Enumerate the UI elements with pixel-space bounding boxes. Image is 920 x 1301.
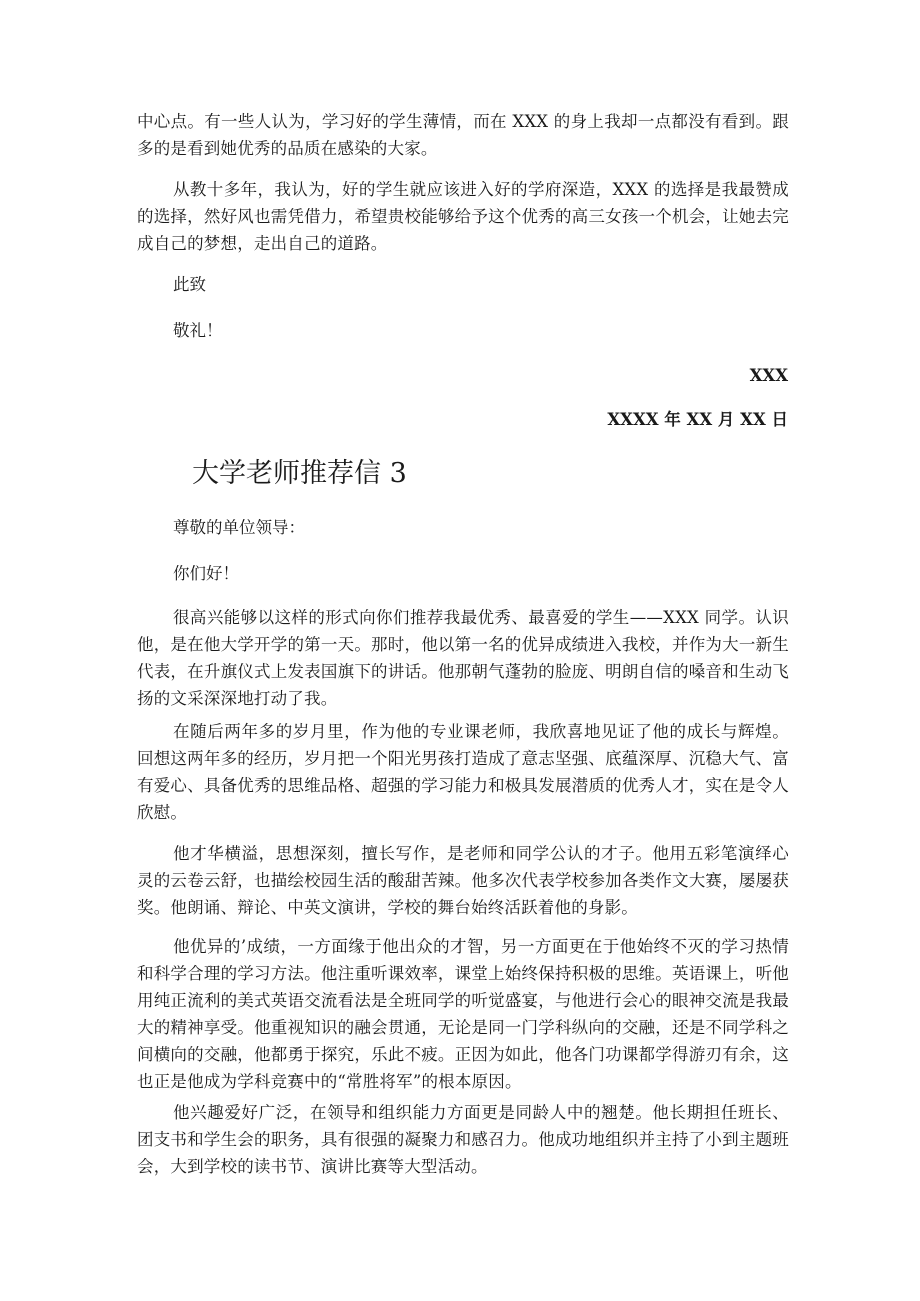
signature-date: XXXX 年 XX 月 XX 日 [607,410,788,429]
letter-paragraph-3: 他才华横溢，思想深刻，擅长写作，是老师和同学公认的才子。他用五彩笔演绎心灵的云卷云舒，也描绘校园生活的酸甜苦辣。他多次代表学校参加各类作文大赛，屡屡获奖。他朗诵、辩论、中英文演讲，学校的舞台始终活跃着他的身影。 [137,844,789,917]
closing-cizhi: 此致 [173,275,206,294]
prev-letter-paragraph-2: 从教十多年，我认为，好的学生就应该进入好的学府深造，XXX 的选择是我最赞成的选择，然好风也需凭借力，希望贵校能够给予这个优秀的高三女孩一个机会，让她去完成自己的梦想，走出自己的道路。 [137,180,789,253]
letter-paragraph-5: 他兴趣爱好广泛，在领导和组织能力方面更是同龄人中的翘楚。他长期担任班长、团支书和学生会的职务，具有很强的凝聚力和感召力。他成功地组织并主持了小到主题班会，大到学校的读书节、演讲比赛等大型活动。 [137,1103,789,1176]
salutation: 尊敬的单位领导： [173,518,305,537]
letter-paragraph-2: 在随后两年多的岁月里，作为他的专业课老师，我欣喜地见证了他的成长与辉煌。回想这两年多的经历，岁月把一个阳光男孩打造成了意志坚强、底蕴深厚、沉稳大气、富有爱心、具备优秀的思维品格、超强的学习能力和极具发展潜质的优秀人才，实在是令人欣慰。 [137,722,789,822]
greeting: 你们好！ [173,564,239,583]
letter-paragraph-4: 他优异的’成绩，一方面缘于他出众的才智，另一方面更在于他始终不灭的学习热情和科学合理的学习方法。他注重听课效率，课堂上始终保持积极的思维。英语课上，听他用纯正流利的美式英语交流看法是全班同学的听觉盛宴，与他进行会心的眼神交流是我最大的精神享受。他重视知识的融会贯通，无论是同一门学科纵向的交融，还是不同学科之间横向的交融，他都勇于探究，乐此不疲。正因为如此，他各门功课都学得游刃有余，这也正是他成为学科竞赛中的“常胜将军”的根本原因。 [137,937,789,1091]
prev-letter-paragraph-1: 中心点。有一些人认为，学习好的学生薄情，而在 XXX 的身上我却一点都没有看到。跟多的是看到她优秀的品质在感染的大家。 [137,112,789,158]
signature: XXX [749,366,788,385]
closing-jingli: 敬礼！ [173,321,223,340]
letter-paragraph-1: 很高兴能够以这样的形式向你们推荐我最优秀、最喜爱的学生——XXX 同学。认识他，是在他大学开学的第一天。那时，他以第一名的优异成绩进入我校，并作为大一新生代表，在升旗仪式上发表国旗下的讲话。他那朝气蓬勃的脸庞、明朗自信的嗓音和生动飞扬的文采深深地打动了我。 [137,608,789,708]
letter-title: 大学老师推荐信 3 [192,458,407,489]
